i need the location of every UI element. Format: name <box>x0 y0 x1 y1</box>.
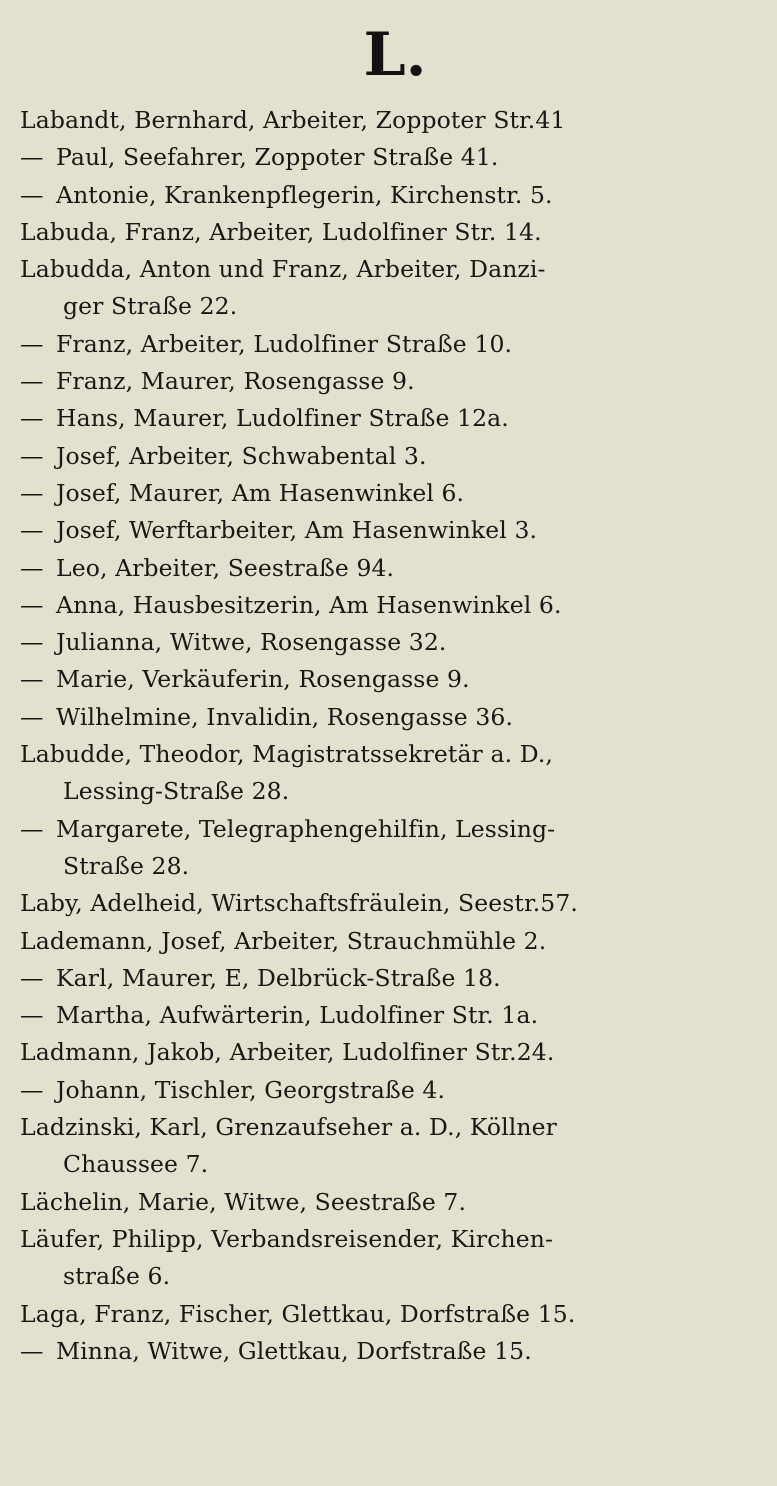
ditto-dash: — <box>20 180 44 209</box>
continuation-line <box>0 1146 777 1183</box>
entry-line <box>0 885 777 922</box>
entry-line <box>0 736 777 773</box>
ditto-dash: — <box>20 367 44 396</box>
continuation-line <box>0 1258 777 1295</box>
entry-line <box>0 1034 777 1071</box>
ditto-dash: — <box>20 441 44 470</box>
entry-text: Labandt, Bernhard, Arbeiter, Zoppoter Str.41 <box>20 106 566 134</box>
entry-text: Marie, Verkäuferin, Rosengasse 9. <box>56 665 470 694</box>
entry-text: Franz, Maurer, Rosengasse 9. <box>56 367 415 396</box>
entry-text: Hans, Maurer, Ludolfiner Straße 12a. <box>56 404 509 433</box>
entry-text: Josef, Arbeiter, Schwabental 3. <box>56 441 427 470</box>
entry-text: Franz, Arbeiter, Ludolfiner Straße 10. <box>56 329 513 358</box>
entry-text: Josef, Maurer, Am Hasenwinkel 6. <box>56 478 465 507</box>
ditto-dash: — <box>20 516 44 545</box>
ditto-dash: — <box>20 143 44 172</box>
entry-text: Laby, Adelheid, Wirtschaftsfräulein, Seestr.57. <box>20 889 578 918</box>
sub-entry-line <box>0 1072 777 1109</box>
continuation-line <box>0 773 777 810</box>
entry-text: Josef, Werftarbeiter, Am Hasenwinkel 3. <box>56 516 538 545</box>
sub-entry-line <box>0 400 777 437</box>
entry-text: Labuda, Franz, Arbeiter, Ludolfiner Str. 14. <box>20 217 542 246</box>
ditto-dash: — <box>20 628 44 657</box>
ditto-dash: — <box>20 1001 44 1030</box>
entry-text: Chaussee 7. <box>63 1150 209 1179</box>
ditto-dash: — <box>20 702 44 731</box>
entry-line <box>0 1184 777 1221</box>
entry-line <box>0 1109 777 1146</box>
entry-text: Leo, Arbeiter, Seestraße 94. <box>56 553 395 582</box>
ditto-dash: — <box>20 478 44 507</box>
entry-text: Anna, Hausbesitzerin, Am Hasenwinkel 6. <box>56 590 562 619</box>
entry-text: Margarete, Telegraphengehilfin, Lessing- <box>56 814 556 843</box>
ditto-dash: — <box>20 665 44 694</box>
sub-entry-line <box>0 139 777 176</box>
entry-text: Labudde, Theodor, Magistratssekretär a. D., <box>20 740 553 769</box>
ditto-dash: — <box>20 814 44 843</box>
entry-text: Ladmann, Jakob, Arbeiter, Ludolfiner Str.24. <box>20 1038 555 1067</box>
entry-text: Paul, Seefahrer, Zoppoter Straße 41. <box>56 143 499 172</box>
entry-text: ger Straße 22. <box>63 292 238 321</box>
entry-text: Wilhelmine, Invalidin, Rosengasse 36. <box>56 702 514 731</box>
entry-line <box>0 923 777 960</box>
ditto-dash: — <box>20 553 44 582</box>
entry-text: Straße 28. <box>63 851 190 880</box>
sub-entry-line <box>0 624 777 661</box>
sub-entry-line <box>0 699 777 736</box>
entry-text: Karl, Maurer, E, Delbrück-Straße 18. <box>56 963 501 992</box>
ditto-dash: — <box>20 404 44 433</box>
ditto-dash: — <box>20 590 44 619</box>
sub-entry-line <box>0 587 777 624</box>
directory-entries <box>0 102 777 1370</box>
entry-line <box>0 1221 777 1258</box>
entry-line <box>0 102 777 139</box>
entry-line <box>0 214 777 251</box>
entry-text: Martha, Aufwärterin, Ludolfiner Str. 1a. <box>56 1001 539 1030</box>
entry-text: Laga, Franz, Fischer, Glettkau, Dorfstraße 15. <box>20 1299 576 1328</box>
entry-text: Johann, Tischler, Georgstraße 4. <box>56 1075 446 1104</box>
entry-text: Läufer, Philipp, Verbandsreisender, Kirchen- <box>20 1224 554 1253</box>
entry-text: straße 6. <box>63 1262 171 1291</box>
sub-entry-line <box>0 550 777 587</box>
entry-text: Julianna, Witwe, Rosengasse 32. <box>56 628 447 657</box>
sub-entry-line <box>0 661 777 698</box>
ditto-dash: — <box>20 1336 44 1365</box>
sub-entry-line <box>0 960 777 997</box>
sub-entry-line <box>0 811 777 848</box>
entry-text: Minna, Witwe, Glettkau, Dorfstraße 15. <box>56 1336 532 1365</box>
entry-text: Labudda, Anton und Franz, Arbeiter, Danzi- <box>20 255 546 284</box>
sub-entry-line <box>0 177 777 214</box>
continuation-line <box>0 288 777 325</box>
entry-line <box>0 1296 777 1333</box>
section-letter-heading: L. <box>363 20 427 90</box>
ditto-dash: — <box>20 329 44 358</box>
sub-entry-line <box>0 997 777 1034</box>
entry-text: Ladzinski, Karl, Grenzaufseher a. D., Köllner <box>20 1113 557 1142</box>
sub-entry-line <box>0 1333 777 1370</box>
sub-entry-line <box>0 475 777 512</box>
entry-text: Lademann, Josef, Arbeiter, Strauchmühle 2. <box>20 926 547 955</box>
entry-text: Lächelin, Marie, Witwe, Seestraße 7. <box>20 1187 467 1216</box>
continuation-line <box>0 848 777 885</box>
sub-entry-line <box>0 363 777 400</box>
entry-text: Lessing-Straße 28. <box>63 777 290 806</box>
ditto-dash: — <box>20 1075 44 1104</box>
sub-entry-line <box>0 512 777 549</box>
sub-entry-line <box>0 438 777 475</box>
ditto-dash: — <box>20 963 44 992</box>
sub-entry-line <box>0 326 777 363</box>
entry-line <box>0 251 777 288</box>
entry-text: Antonie, Krankenpflegerin, Kirchenstr. 5. <box>56 180 553 209</box>
